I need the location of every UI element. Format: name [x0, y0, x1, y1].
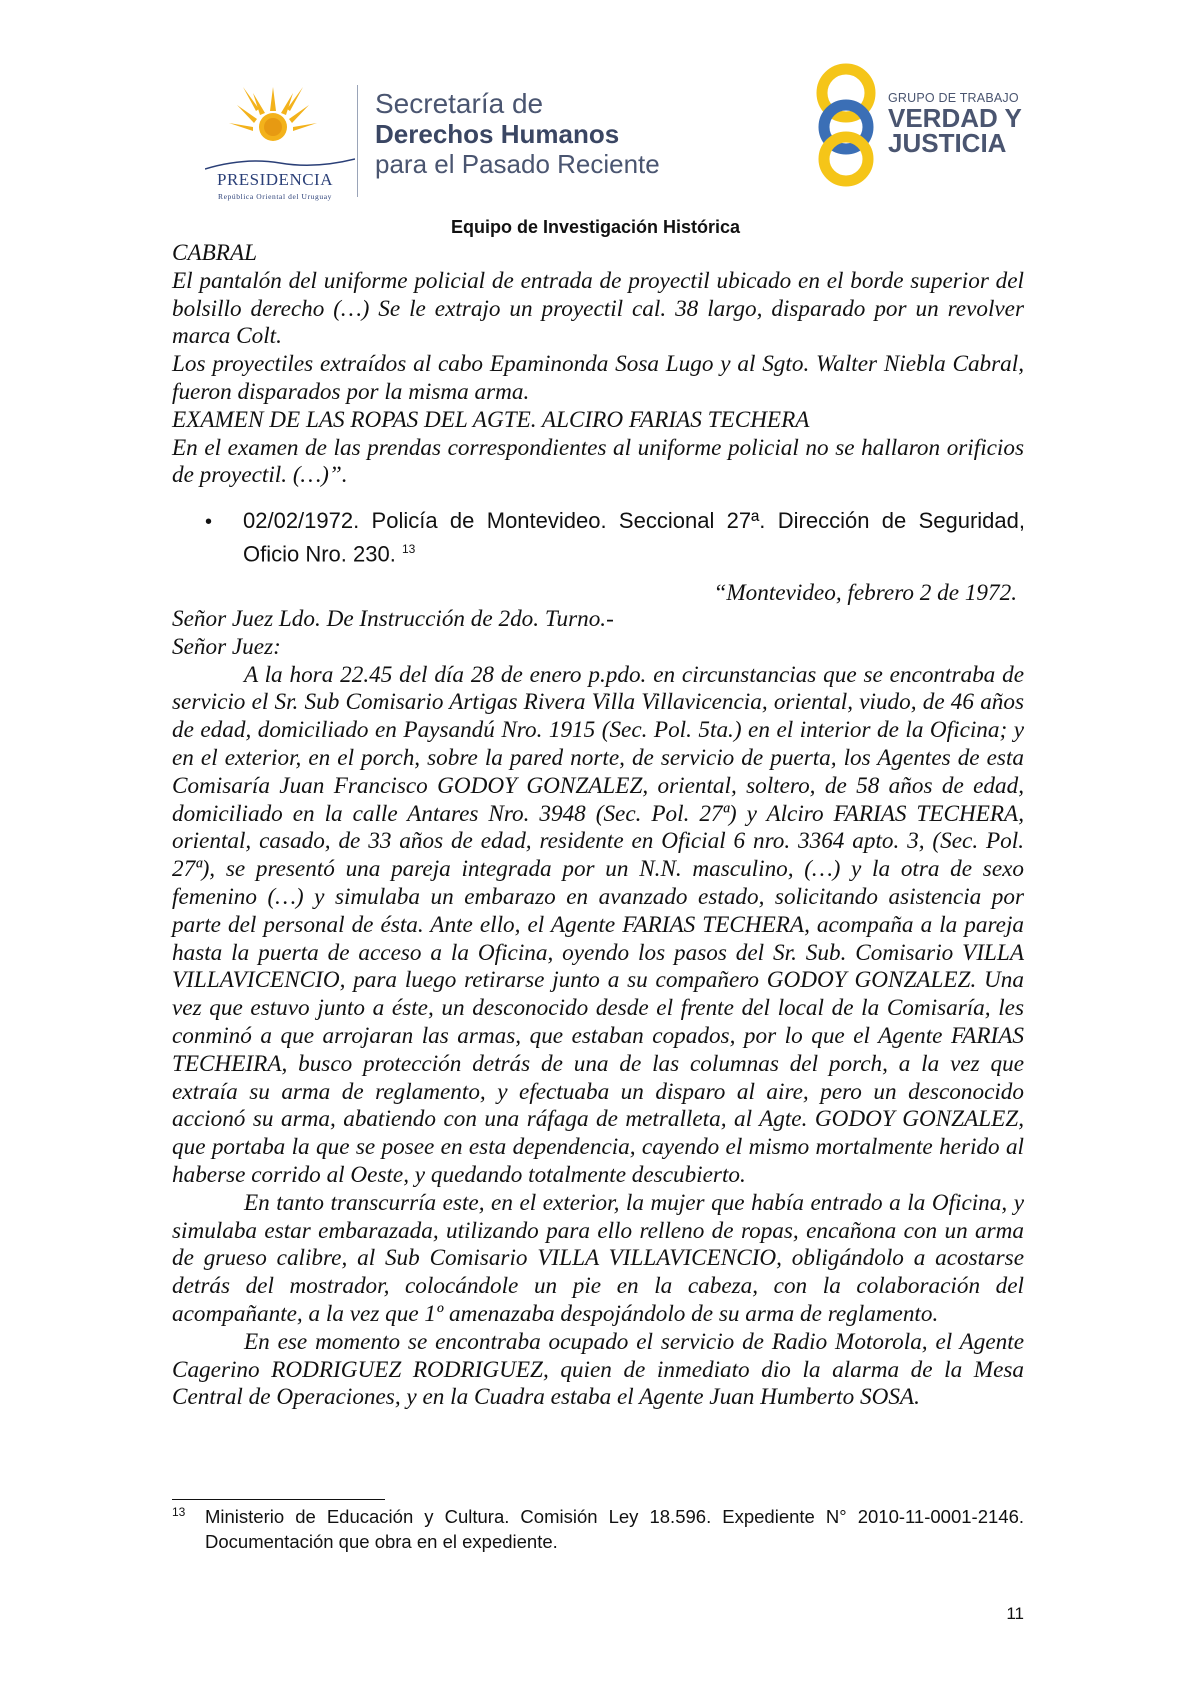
letter-salutation: Señor Juez Ldo. De Instrucción de 2do. Turno.-: [172, 606, 614, 632]
bullet-text: 02/02/1972. Policía de Montevideo. Seccional 27ª. Dirección de Seguridad, Oficio Nro. 230. $^{13}$: [243, 508, 1025, 567]
secretaria-line-2: Derechos Humanos: [375, 119, 620, 149]
letter-paragraph: En ese momento se encontraba ocupado el servicio de Radio Motorola, el Agente Cagerino RODRIGUEZ RODRIGUEZ, quien de inmediato dio la alarma de la Mesa Central de Operaciones, y en la Cuadra estaba el Agente Juan Humberto SOSA.: [172, 1328, 1024, 1411]
page-header: [0, 55, 1191, 201]
footnote-ref: 13: [401, 542, 416, 556]
presidencia-logo: [195, 85, 355, 205]
secretaria-title: [375, 89, 660, 179]
page-number: 11: [1006, 1604, 1024, 1623]
quote-line: CABRAL: [172, 240, 258, 266]
letter-paragraph: A la hora 22.45 del día 28 de enero p.pdo. en circunstancias que se encontraba de servicio el Sr. Sub Comisario Artigas Rivera Villa Villavicencia, oriental, viudo, de 46 años de edad, domiciliado en Paysandú Nro. 1915 (Sec. Pol. 5ta.) en el interior de la Oficina; y en el exterior, en el porch, sobre la pared norte, de servicio de puerta, los Agentes de esta Comisaría Juan Francisco GODOY GONZALEZ, oriental, soltero, de 58 años de edad, domiciliado en la calle Antares Nro. 3948 (Sec. Pol. 27ª) y Alciro FARIAS TECHERA, oriental, casado, de 33 años de edad, residente en Oficial 6 nro. 3364 apto. 3, (Sec. Pol. 27ª), se presentó una pareja integrada por un N.N. masculino, (…) y la otra de sexo femenino (…) y simulaba un embarazo en avanzado estado, solicitando asistencia por parte del personal de ésta. Ante ello, el Agente FARIAS TECHERA, acompaña a la pareja hasta la puerta de acceso a la Oficina, oyendo los pasos del Sr. Sub. Comisario VILLA VILLAVICENCIO, para luego retirarse junto a su compañero GODOY GONZALEZ. Una vez que estuvo junto a éste, un desconocido desde el frente del local de la Comisaría, les conminó a que arrojaran las armas, que estaban copados, por lo que el Agente FARIAS TECHEIRA, busco protección detrás de una de las columnas del porch, a la vez que extraía su arma de reglamento, y efectuaba un disparo al aire, pero un desconocido accionó su arma, abatiendo con una ráfaga de metralleta, al Agte. GODOY GONZALEZ, que portaba la que se posee en esta dependencia, cayendo el mismo mortalmente herido al haberse corrido al Oeste, y quedando totalmente descubierto.: [172, 661, 1024, 1188]
justicia-label: JUSTICIA: [888, 128, 1007, 158]
quote-paragraph: Los proyectiles extraídos al cabo Epaminonda Sosa Lugo y al Sgto. Walter Niebla Cabral, fueron disparados por la misma arma.: [172, 351, 1024, 405]
footnote-text: Ministerio de Educación y Cultura. Comisión Ley 18.596. Expediente N° 2010-11-0001-2146. Documentación que obra en el expediente.: [205, 1506, 1024, 1552]
grupo-label: GRUPO DE TRABAJO: [888, 91, 1019, 105]
letter-salutation: Señor Juez:: [172, 633, 281, 660]
header-divider: [357, 85, 358, 197]
letter-body: [172, 606, 1024, 1412]
quoted-block: [172, 240, 1024, 490]
quote-paragraph: El pantalón del uniforme policial de entrada de proyectil ubicado en el borde superior del bolsillo derecho (…) Se le extrajo un proyectil cal. 38 largo, disparado por un revolver marca Colt.: [172, 267, 1024, 350]
verdad-label: VERDAD Y: [888, 103, 1022, 133]
presidencia-label: PRESIDENCIA: [216, 170, 333, 189]
secretaria-line-3: para el Pasado Reciente: [375, 149, 660, 179]
quote-paragraph: En el examen de las prendas correspondientes al uniforme policial no se hallaron orificios de proyectil. (…)”.: [172, 434, 1024, 489]
verdad-justicia-text: [888, 91, 1022, 158]
letter-date: “Montevideo, febrero 2 de 1972.: [713, 580, 1017, 606]
sun-icon: [227, 85, 319, 145]
quote-heading: EXAMEN DE LAS ROPAS DEL AGTE. ALCIRO FARIAS TECHERA: [172, 406, 810, 433]
bullet-dot-icon: •: [205, 511, 213, 533]
footnote-number: 13: [172, 1505, 186, 1519]
team-title: Equipo de Investigación Histórica: [450, 217, 741, 237]
presidencia-sub-label: República Oriental del Uruguay: [217, 192, 332, 201]
letter-paragraph: En tanto transcurría este, en el exterior, la mujer que había entrado a la Oficina, y simulaba estar embarazada, utilizando para ello relleno de ropas, encañona con un arma de grueso calibre, al Sub Comisario VILLA VILLAVICENCIO, obligándolo a acostarse detrás del mostrador, colocándole un pie en la cabeza, con la colaboración del acompañante, a la vez que 1º amenazaba despojándolo de su arma de reglamento.: [172, 1189, 1024, 1327]
footnote-rule: [172, 1499, 385, 1500]
secretaria-line-1: Secretaría de: [375, 88, 544, 119]
